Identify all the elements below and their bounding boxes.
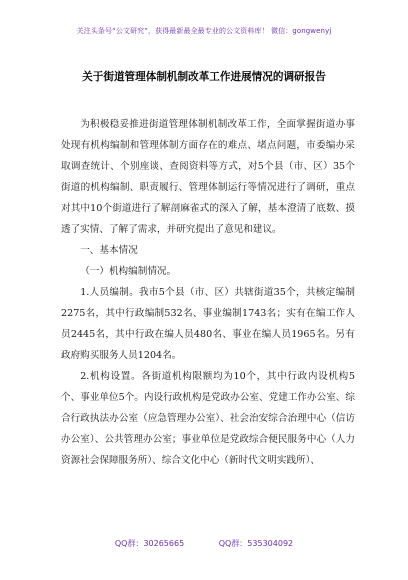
document-title: 关于街道管理体制机制改革工作进展情况的调研报告 xyxy=(82,71,326,83)
qq-group-1: QQ群：30265665 xyxy=(114,539,185,548)
footer-qq-groups xyxy=(0,538,408,549)
subsection-heading-staffing: （一）机构编制情况。 xyxy=(80,266,177,277)
section-heading-basic-situation: 一、基本情况 xyxy=(80,245,138,256)
document-body xyxy=(61,114,355,471)
header-promo-note: 关注头条号“公文研究”，获得最新最全最专业的公文资料库！ 微信：gongwenyj xyxy=(76,27,332,35)
intro-paragraph: 为积极稳妥推进街道管理体制机制改革工作，全面掌握街道办事处现有机构编制和管理体制方面存在的难点、堵点问题，市委编办采取调查统计、个别座谈、查阅资料等方式，对5个县（市、区）35个街道的机构编制、职责履行、管理体制运行等情况进行了调研，重点对其中10个街道进行了解剖麻雀式的深入了解，基本澄清了底数、摸透了实情、了解了需求，并研究提出了意见和建议。 xyxy=(61,119,355,235)
institution-setup-paragraph: 2.机构设置。各街道机构限额均为10个，其中行政内设机构5个、事业单位5个。内设行政机构是党政办公室、党建工作办公室、综合行政执法办公室（应急管理办公室）、社会治安综合治理中心（信访办公室）、公共管理办公室；事业单位是党政综合便民服务中心（人力资源社会保障服务所）、综合文化中心（新时代文明实践所）、 xyxy=(61,371,355,466)
staffing-paragraph: 1.人员编制。我市5个县（市、区）共辖街道35个，共核定编制2275名，其中行政编制532名、事业编制1743名；实有在编工作人员2445名，其中行政在编人员480名、事业在编人员1965名。另有政府购买服务人员1204名。 xyxy=(61,287,355,361)
qq-group-2: QQ群：535304092 xyxy=(218,539,294,548)
